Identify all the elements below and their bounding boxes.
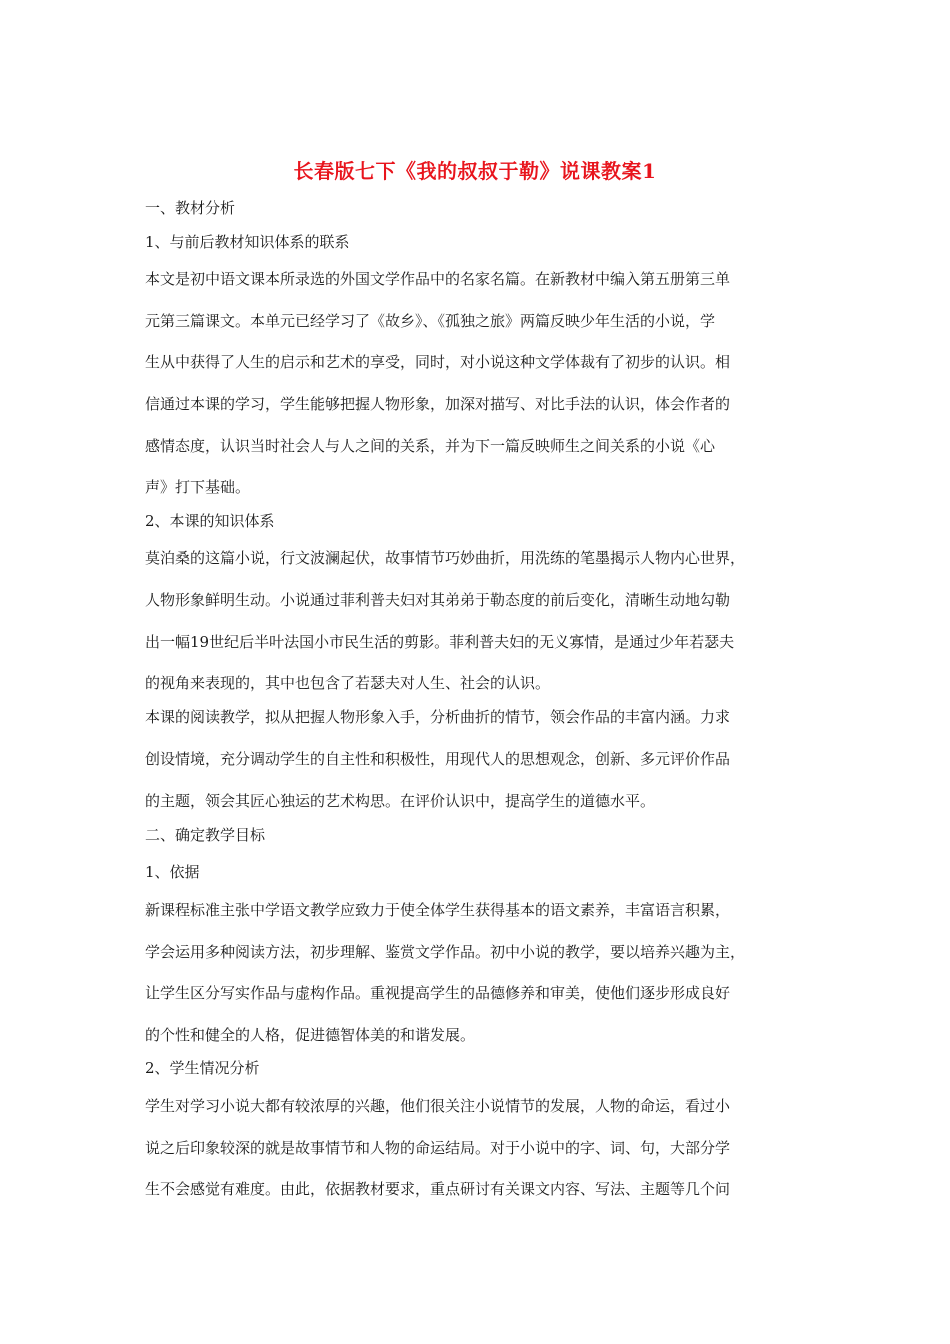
paragraph-line: 的主题，领会其匠心独运的艺术构思。在评价认识中，提高学生的道德水平。: [145, 792, 656, 810]
document-title: 长春版七下《我的叔叔于勒》说课教案1: [293, 159, 657, 183]
paragraph-line: 感情态度，认识当时社会人与人之间的关系，并为下一篇反映师生之间关系的小说《心: [145, 437, 716, 455]
subsection-heading-1-1: 1、与前后教材知识体系的联系: [145, 233, 350, 251]
subsection-heading-2-1: 1、依据: [145, 863, 200, 881]
paragraph-line: 说之后印象较深的就是故事情节和人物的命运结局。对于小说中的字、词、句，大部分学: [145, 1139, 731, 1157]
paragraph-line: 的个性和健全的人格，促进德智体美的和谐发展。: [145, 1026, 476, 1044]
paragraph-line: 学生对学习小说大都有较浓厚的兴趣，他们很关注小说情节的发展，人物的命运，看过小: [145, 1097, 731, 1115]
paragraph-line: 声》打下基础。: [145, 478, 251, 496]
paragraph-line: 新课程标准主张中学语文教学应致力于使全体学生获得基本的语文素养，丰富语言积累，: [145, 901, 731, 919]
paragraph-line: 信通过本课的学习，学生能够把握人物形象，加深对描写、对比手法的认识，体会作者的: [145, 395, 731, 413]
paragraph-line: 本课的阅读教学，拟从把握人物形象入手，分析曲折的情节，领会作品的丰富内涵。力求: [145, 708, 731, 726]
paragraph-line: 出一幅19世纪后半叶法国小市民生活的剪影。菲利普夫妇的无义寡情，是通过少年若瑟夫: [145, 633, 735, 651]
subsection-heading-2-2: 2、学生情况分析: [145, 1059, 260, 1077]
section-heading-1: 一、教材分析: [145, 199, 236, 217]
paragraph-line: 莫泊桑的这篇小说，行文波澜起伏，故事情节巧妙曲折，用洗练的笔墨揭示人物内心世界，: [145, 549, 746, 567]
paragraph-line: 让学生区分写实作品与虚构作品。重视提高学生的品德修养和审美，使他们逐步形成良好: [145, 984, 731, 1002]
paragraph-line: 创设情境，充分调动学生的自主性和积极性，用现代人的思想观念，创新、多元评价作品: [145, 750, 731, 768]
subsection-heading-1-2: 2、本课的知识体系: [145, 512, 275, 530]
paragraph-line: 生从中获得了人生的启示和艺术的享受，同时，对小说这种文学体裁有了初步的认识。相: [145, 353, 731, 371]
paragraph-line: 本文是初中语文课本所录选的外国文学作品中的名家名篇。在新教材中编入第五册第三单: [145, 270, 731, 288]
section-heading-2: 二、确定教学目标: [145, 826, 266, 844]
paragraph-line: 的视角来表现的，其中也包含了若瑟夫对人生、社会的认识。: [145, 674, 551, 692]
paragraph-line: 生不会感觉有难度。由此，依据教材要求，重点研讨有关课文内容、写法、主题等几个问: [145, 1180, 731, 1198]
paragraph-line: 元第三篇课文。本单元已经学习了《故乡》、《孤独之旅》两篇反映少年生活的小说，学: [145, 312, 716, 330]
paragraph-line: 学会运用多种阅读方法，初步理解、鉴赏文学作品。初中小说的教学，要以培养兴趣为主，: [145, 943, 746, 961]
paragraph-line: 人物形象鲜明生动。小说通过菲利普夫妇对其弟弟于勒态度的前后变化，清晰生动地勾勒: [145, 591, 731, 609]
